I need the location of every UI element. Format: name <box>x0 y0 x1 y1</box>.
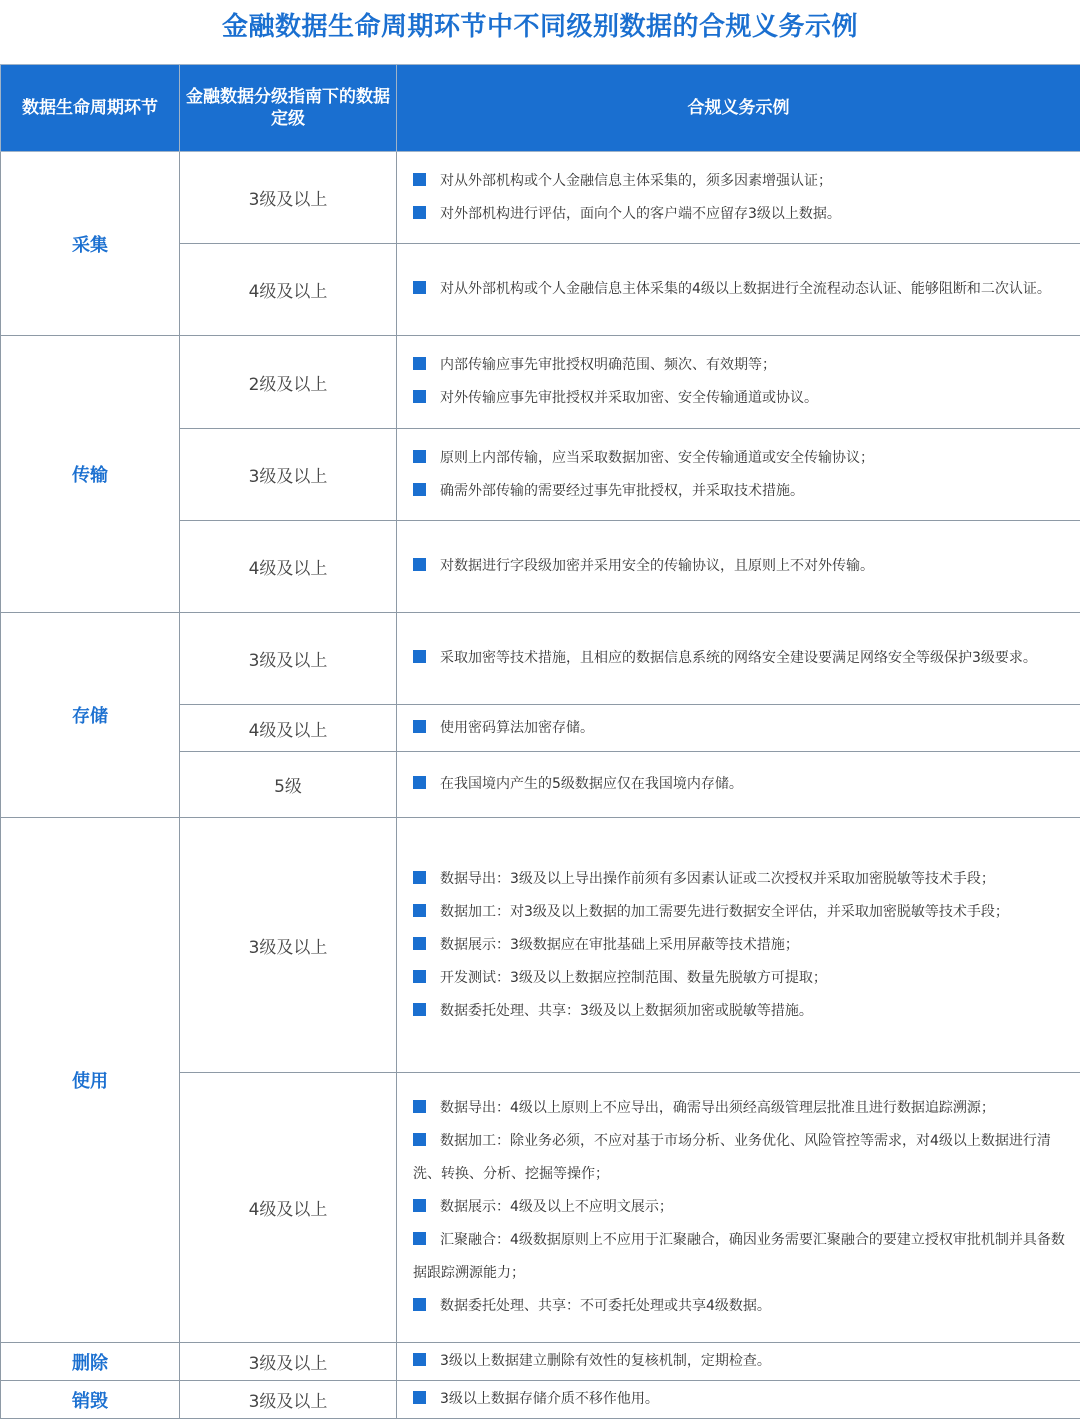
obligations-cell <box>397 152 1080 244</box>
square-bullet-icon <box>413 970 426 983</box>
obligation-item <box>413 442 1070 475</box>
table-row <box>1 818 1080 1073</box>
obligation-item <box>413 1290 1070 1323</box>
obligation-item <box>413 1383 1070 1416</box>
lifecycle-stage-cell: 删除 <box>1 1343 180 1381</box>
obligation-item <box>413 929 1070 962</box>
square-bullet-icon <box>413 1232 426 1245</box>
obligation-text: 数据导出：4级以上原则上不应导出，确需导出须经高级管理层批准且进行数据追踪溯源； <box>440 1100 995 1116</box>
square-bullet-icon <box>413 390 426 403</box>
table-row <box>1 336 1080 429</box>
obligations-cell <box>397 244 1080 336</box>
lifecycle-stage-cell: 使用 <box>1 818 180 1343</box>
obligation-item <box>413 165 1070 198</box>
header-data-level: 金融数据分级指南下的数据定级 <box>180 65 397 152</box>
obligation-item <box>413 1224 1070 1290</box>
square-bullet-icon <box>413 558 426 571</box>
obligation-item <box>413 1345 1070 1378</box>
obligations-cell <box>397 613 1080 705</box>
obligation-item <box>413 550 1070 583</box>
obligation-item <box>413 1092 1070 1125</box>
obligations-cell <box>397 705 1080 752</box>
data-level-cell: 3级及以上 <box>180 818 397 1073</box>
square-bullet-icon <box>413 450 426 463</box>
obligation-item <box>413 863 1070 896</box>
data-level-cell: 3级及以上 <box>180 613 397 705</box>
obligation-text: 对外传输应事先审批授权并采取加密、安全传输通道或协议。 <box>440 390 818 406</box>
square-bullet-icon <box>413 1133 426 1146</box>
obligation-item <box>413 1125 1070 1191</box>
obligation-text: 数据委托处理、共享：不可委托处理或共享4级数据。 <box>440 1298 771 1314</box>
square-bullet-icon <box>413 720 426 733</box>
data-level-cell: 3级及以上 <box>180 1343 397 1381</box>
obligations-cell <box>397 336 1080 429</box>
square-bullet-icon <box>413 1199 426 1212</box>
obligation-text: 数据展示：4级及以上不应明文展示； <box>440 1199 673 1215</box>
square-bullet-icon <box>413 871 426 884</box>
obligations-cell <box>397 521 1080 613</box>
square-bullet-icon <box>413 1100 426 1113</box>
compliance-table <box>0 64 1080 1419</box>
square-bullet-icon <box>413 281 426 294</box>
data-level-cell: 4级及以上 <box>180 1073 397 1343</box>
square-bullet-icon <box>413 357 426 370</box>
header-compliance-obligations: 合规义务示例 <box>397 65 1080 152</box>
obligations-cell <box>397 1343 1080 1381</box>
obligation-text: 对从外部机构或个人金融信息主体采集的，须多因素增强认证； <box>440 172 832 189</box>
obligation-text: 3级以上数据建立删除有效性的复核机制，定期检查。 <box>440 1353 771 1369</box>
obligation-text: 对从外部机构或个人金融信息主体采集的4级以上数据进行全流程动态认证、能够阻断和二次认证。 <box>440 281 1051 297</box>
square-bullet-icon <box>413 1353 426 1366</box>
obligation-text: 对外部机构进行评估，面向个人的客户端不应留存3级以上数据。 <box>440 205 841 222</box>
square-bullet-icon <box>413 483 426 496</box>
obligation-item <box>413 382 1070 415</box>
obligation-text: 3级以上数据存储介质不移作他用。 <box>440 1391 659 1407</box>
obligation-item <box>413 198 1070 231</box>
obligation-item <box>413 896 1070 929</box>
obligation-item <box>413 642 1070 675</box>
square-bullet-icon <box>413 1391 426 1404</box>
obligation-text: 数据导出：3级及以上导出操作前须有多因素认证或二次授权并采取加密脱敏等技术手段； <box>440 870 995 887</box>
lifecycle-stage-cell: 采集 <box>1 152 180 336</box>
obligation-text: 采取加密等技术措施，且相应的数据信息系统的网络安全建设要满足网络安全等级保护3级要求。 <box>440 650 1037 666</box>
data-level-cell: 4级及以上 <box>180 244 397 336</box>
data-level-cell: 4级及以上 <box>180 521 397 613</box>
table-row <box>1 613 1080 705</box>
table-row <box>1 152 1080 244</box>
obligation-text: 数据委托处理、共享：3级及以上数据须加密或脱敏等措施。 <box>440 1002 813 1019</box>
table-body <box>1 152 1080 1419</box>
data-level-cell: 2级及以上 <box>180 336 397 429</box>
square-bullet-icon <box>413 650 426 663</box>
obligation-item <box>413 712 1070 745</box>
obligation-text: 对数据进行字段级加密并采用安全的传输协议，且原则上不对外传输。 <box>440 558 874 574</box>
data-level-cell: 4级及以上 <box>180 705 397 752</box>
lifecycle-stage-cell: 存储 <box>1 613 180 818</box>
data-level-cell: 3级及以上 <box>180 1381 397 1419</box>
obligation-item <box>413 962 1070 995</box>
obligation-text: 使用密码算法加密存储。 <box>440 719 594 736</box>
data-level-cell: 3级及以上 <box>180 152 397 244</box>
obligation-item <box>413 273 1070 306</box>
obligation-text: 汇聚融合：4级数据原则上不应用于汇聚融合，确因业务需要汇聚融合的要建立授权审批机制并具备数据跟踪溯源能力； <box>413 1232 1065 1281</box>
obligation-text: 确需外部传输的需要经过事先审批授权，并采取技术措施。 <box>440 482 804 499</box>
obligations-cell <box>397 752 1080 818</box>
square-bullet-icon <box>413 1298 426 1311</box>
square-bullet-icon <box>413 904 426 917</box>
obligations-cell <box>397 1073 1080 1343</box>
obligations-cell <box>397 429 1080 521</box>
obligation-item <box>413 349 1070 382</box>
square-bullet-icon <box>413 937 426 950</box>
obligation-text: 内部传输应事先审批授权明确范围、频次、有效期等； <box>440 357 776 373</box>
obligations-cell <box>397 818 1080 1073</box>
page-title: 金融数据生命周期环节中不同级别数据的合规义务示例 <box>221 11 858 42</box>
obligation-item <box>413 475 1070 508</box>
header-lifecycle-stage: 数据生命周期环节 <box>1 65 180 152</box>
table-row <box>1 1381 1080 1419</box>
square-bullet-icon <box>413 1003 426 1016</box>
obligation-item <box>413 768 1070 801</box>
lifecycle-stage-cell: 销毁 <box>1 1381 180 1419</box>
square-bullet-icon <box>413 206 426 219</box>
obligation-text: 数据展示：3级数据应在审批基础上采用屏蔽等技术措施； <box>440 936 799 953</box>
data-level-cell: 5级 <box>180 752 397 818</box>
obligation-text: 原则上内部传输，应当采取数据加密、安全传输通道或安全传输协议； <box>440 449 874 466</box>
obligation-text: 在我国境内产生的5级数据应仅在我国境内存储。 <box>440 776 743 792</box>
obligation-text: 数据加工：除业务必须，不应对基于市场分析、业务优化、风险管控等需求，对4级以上数据进行清洗、转换、分析、挖掘等操作； <box>413 1133 1051 1182</box>
lifecycle-stage-cell: 传输 <box>1 336 180 613</box>
data-level-cell: 3级及以上 <box>180 429 397 521</box>
square-bullet-icon <box>413 776 426 789</box>
table-row <box>1 1343 1080 1381</box>
obligation-text: 开发测试：3级及以上数据应控制范围、数量先脱敏方可提取； <box>440 969 827 986</box>
table-header-row <box>1 65 1080 152</box>
square-bullet-icon <box>413 173 426 186</box>
obligation-text: 数据加工：对3级及以上数据的加工需要先进行数据安全评估，并采取加密脱敏等技术手段； <box>440 903 1009 920</box>
obligation-item <box>413 995 1070 1028</box>
obligation-item <box>413 1191 1070 1224</box>
obligations-cell <box>397 1381 1080 1419</box>
